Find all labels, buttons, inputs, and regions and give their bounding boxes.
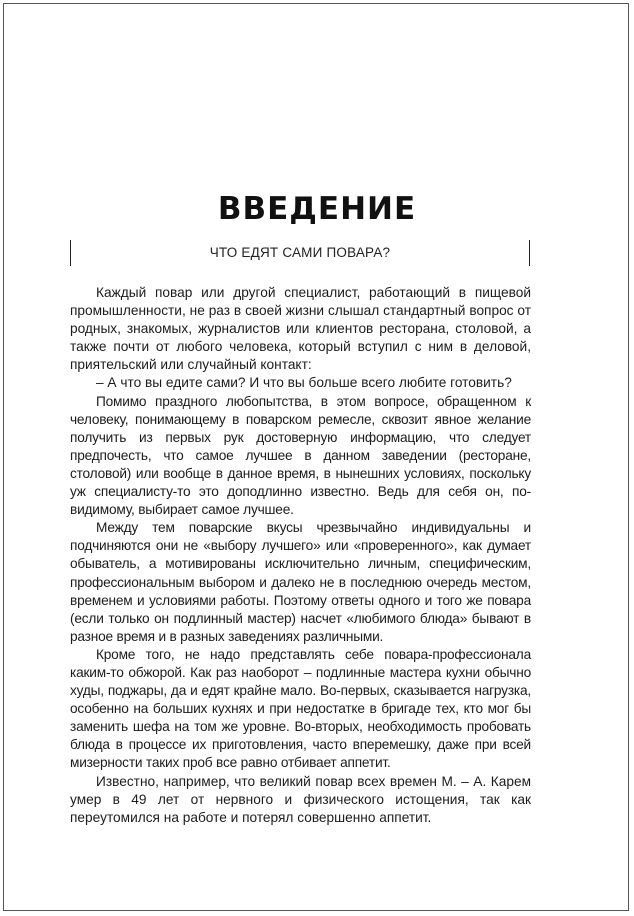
chapter-title: ВВЕДЕНИЕ [217,190,417,227]
paragraph-3: Между тем поварские вкусы чрезвычайно индивидуальны и подчиняются они не «выбору лучшего» или «проверенного», как думает обыватель, а мотивированы исключительно личным, специфическим, профессиональным выбором и далеко не в последнюю очередь местом, временем и условиями работы. Поэтому ответы одного и того же повара (если только он подлинный мастер) насчет «любимого блюда» бывают в разное время и в разных заведениях различными. [70,520,531,644]
paragraph-5: Известно, например, что великий повар всех времен М. – А. Карем умер в 49 лет от нервного и физического истощения, так как переутомился на работе и потерял совершенно аппетит. [70,773,531,825]
body-text [70,284,531,827]
section-heading: ЧТО ЕДЯТ САМИ ПОВАРА? [209,245,391,260]
paragraph-1: Каждый повар или другой специалист, работающий в пищевой промышленности, не раз в своей жизни слышал стандартный вопрос от родных, знакомых, журналистов или клиентов ресторана, столовой, а также почти от любого человека, который вступил с ним в деловой, приятельский или случайный контакт: [70,285,531,373]
section-bar-right-rule [529,240,530,266]
paragraph-2: Помимо праздного любопытства, в этом вопросе, обращенном к человеку, понимающему в поварском ремесле, сквозит явное желание получить из первых рук достоверную информацию, что следует предпочесть, что самое лучшее в данном заведении (ресторане, столовой) или вообще в данное время, в нынешних условиях, поскольку уж специалисту-то это доподлинно известно. Ведь для себя он, по-видимому, выбирает самое лучшее. [70,393,531,518]
paragraph-4: Кроме того, не надо представлять себе повара-профессионала каким-то обжорой. Как раз наоборот – подлинные мастера кухни обычно худы, поджары, да и едят крайне мало. Во-первых, сказывается нагрузка, особенно на больших кухнях и при недостатке в бригаде тех, кто мог бы заменить шефа на том же уровне. Во-вторых, необходимость пробовать блюда в процессе их приготовления, часто вперемешку, даже при всей мизерности таких проб все равно отбивает аппетит. [70,646,531,771]
section-heading-bar [70,240,530,266]
paragraph-dialogue: – А что вы едите сами? И что вы больше всего любите готовить? [96,375,512,391]
